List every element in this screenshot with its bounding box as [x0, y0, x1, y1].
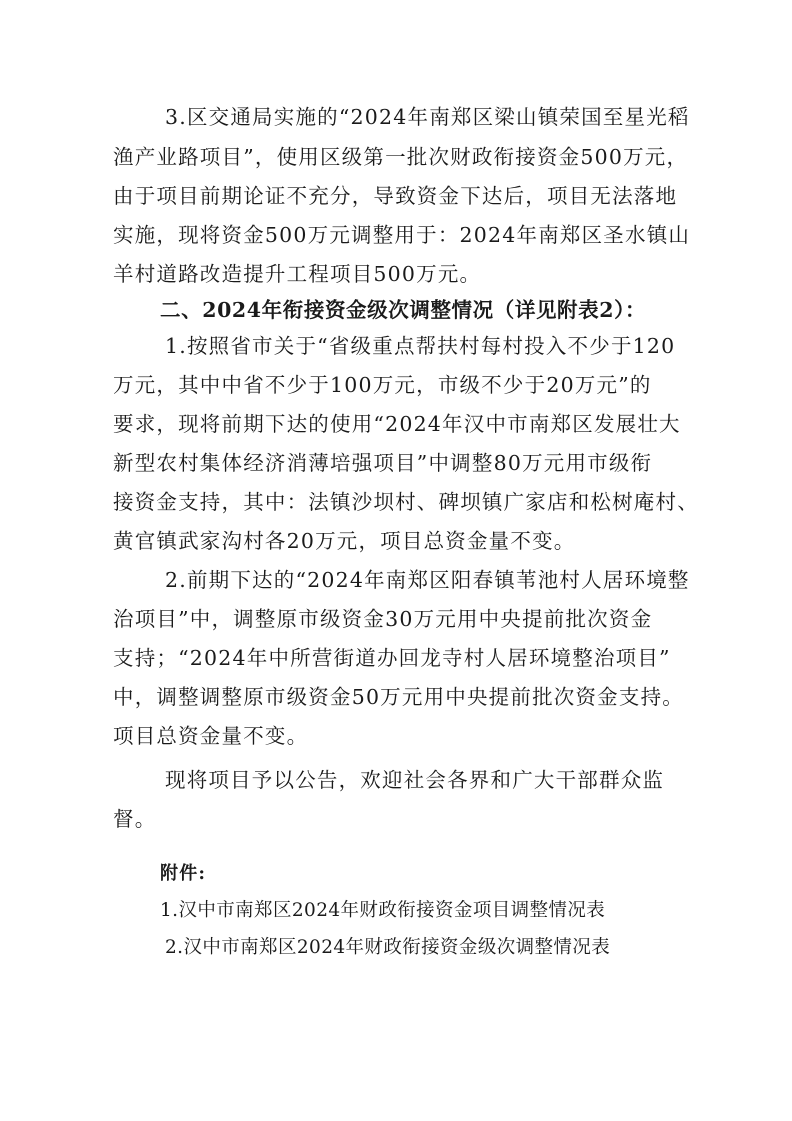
text-line: 羊村道路改造提升工程项目500万元。 — [113, 262, 482, 286]
text-line: 接资金支持，其中：法镇沙坝村、碑坝镇广家店和松树庵村、 — [113, 490, 699, 514]
text-line: 渔产业路项目”，使用区级第一批次财政衔接资金500万元， — [113, 145, 689, 169]
text-line: 黄官镇武家沟村各20万元，项目总资金量不变。 — [113, 529, 576, 553]
text-line: 2.前期下达的“2024年南郑区阳春镇苇池村人居环境整 — [165, 568, 690, 592]
text-line: 实施，现将资金500万元调整用于：2024年南郑区圣水镇山 — [113, 223, 691, 247]
text-line: 支持；“2024年中所营街道办回龙寺村人居环境整治项目” — [113, 646, 671, 670]
text-line: 督。 — [113, 807, 157, 831]
text-line: 3.区交通局实施的“2024年南郑区梁山镇荣国至星光稻 — [165, 105, 690, 129]
text-line: 要求，现将前期下达的使用“2024年汉中市南郑区发展壮大 — [113, 412, 681, 436]
text-line: 新型农村集体经济消薄培强项目”中调整80万元用市级衔 — [113, 451, 653, 475]
text-line: 由于项目前期论证不充分，导致资金下达后，项目无法落地 — [113, 184, 678, 208]
attachment-item: 1.汉中市南郑区2024年财政衔接资金项目调整情况表 — [160, 900, 606, 921]
text-line: 现将项目予以公告，欢迎社会各界和广大干部群众监 — [165, 768, 665, 792]
attachment-item: 2.汉中市南郑区2024年财政衔接资金级次调整情况表 — [165, 937, 611, 958]
text-line: 1.按照省市关于“省级重点帮扶村每村投入不少于120 — [165, 334, 676, 358]
attachments-title: 附件: — [160, 863, 207, 884]
text-line: 治项目”中，调整原市级资金30万元用中央提前批次资金 — [113, 607, 653, 631]
text-line: 中，调整调整原市级资金50万元用中央提前批次资金支持。 — [113, 685, 684, 709]
section-heading: 二、2024年衔接资金级次调整情况（详见附表2）： — [160, 298, 647, 322]
text-line: 项目总资金量不变。 — [113, 724, 309, 748]
text-line: 万元，其中中省不少于100万元，市级不少于20万元”的 — [113, 373, 652, 397]
